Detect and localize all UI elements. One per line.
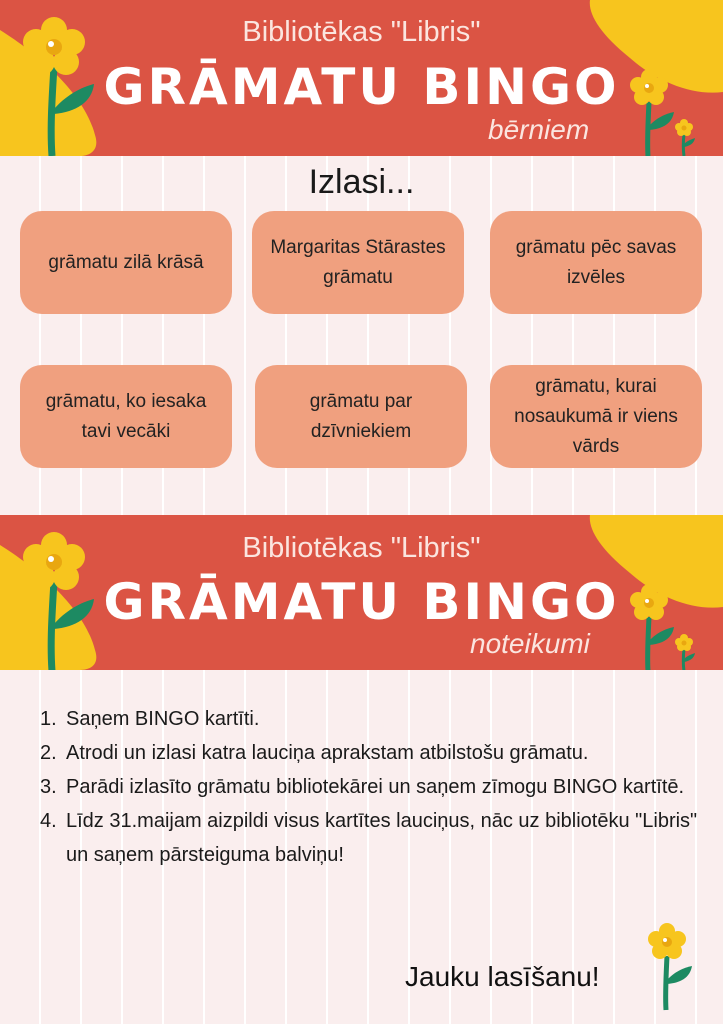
page-title: GRĀMATU BINGO	[103, 58, 620, 116]
header-banner	[0, 0, 723, 156]
rule-item: 4. Līdz 31.maijam aizpildi visus kartītes lauciņus, nāc uz bibliotēku "Libris" un saņem pārsteiguma balviņu!	[40, 810, 698, 866]
library-name: Bibliotēkas "Libris"	[242, 16, 481, 48]
rules-title: GRĀMATU BINGO	[103, 573, 620, 631]
library-name: Bibliotēkas "Libris"	[242, 532, 481, 564]
flower-icon	[643, 922, 695, 1012]
bingo-cell[interactable]: grāmatu, kurai nosaukumā ir viens vārds	[490, 365, 702, 468]
rules-tag: noteikumi	[470, 628, 590, 659]
flower-icon-tiny	[672, 633, 696, 670]
bingo-cell[interactable]: Margaritas Stārastes grāmatu	[252, 211, 464, 314]
closing-text: Jauku lasīšanu!	[405, 961, 600, 992]
rule-item: 1. Saņem BINGO kartīti.	[40, 708, 260, 730]
bingo-cell[interactable]: grāmatu pēc savas izvēles	[490, 211, 702, 314]
bingo-cell[interactable]: grāmatu, ko iesaka tavi vecāki	[20, 365, 232, 468]
bingo-cell[interactable]: grāmatu zilā krāsā	[20, 211, 232, 314]
flower-icon-tiny	[672, 118, 696, 156]
audience-tag: bērniem	[488, 114, 590, 145]
rules-list	[40, 702, 700, 872]
rule-item: 2. Atrodi un izlasi katra lauciņa aprakstam atbilstošu grāmatu.	[40, 742, 589, 764]
bingo-heading: Izlasi...	[308, 163, 415, 201]
rule-item: 3. Parādi izlasīto grāmatu bibliotekārei un saņem zīmogu BINGO kartītē.	[40, 776, 685, 798]
rules-banner	[0, 515, 723, 670]
bingo-cell[interactable]: grāmatu par dzīvniekiem	[255, 365, 467, 468]
